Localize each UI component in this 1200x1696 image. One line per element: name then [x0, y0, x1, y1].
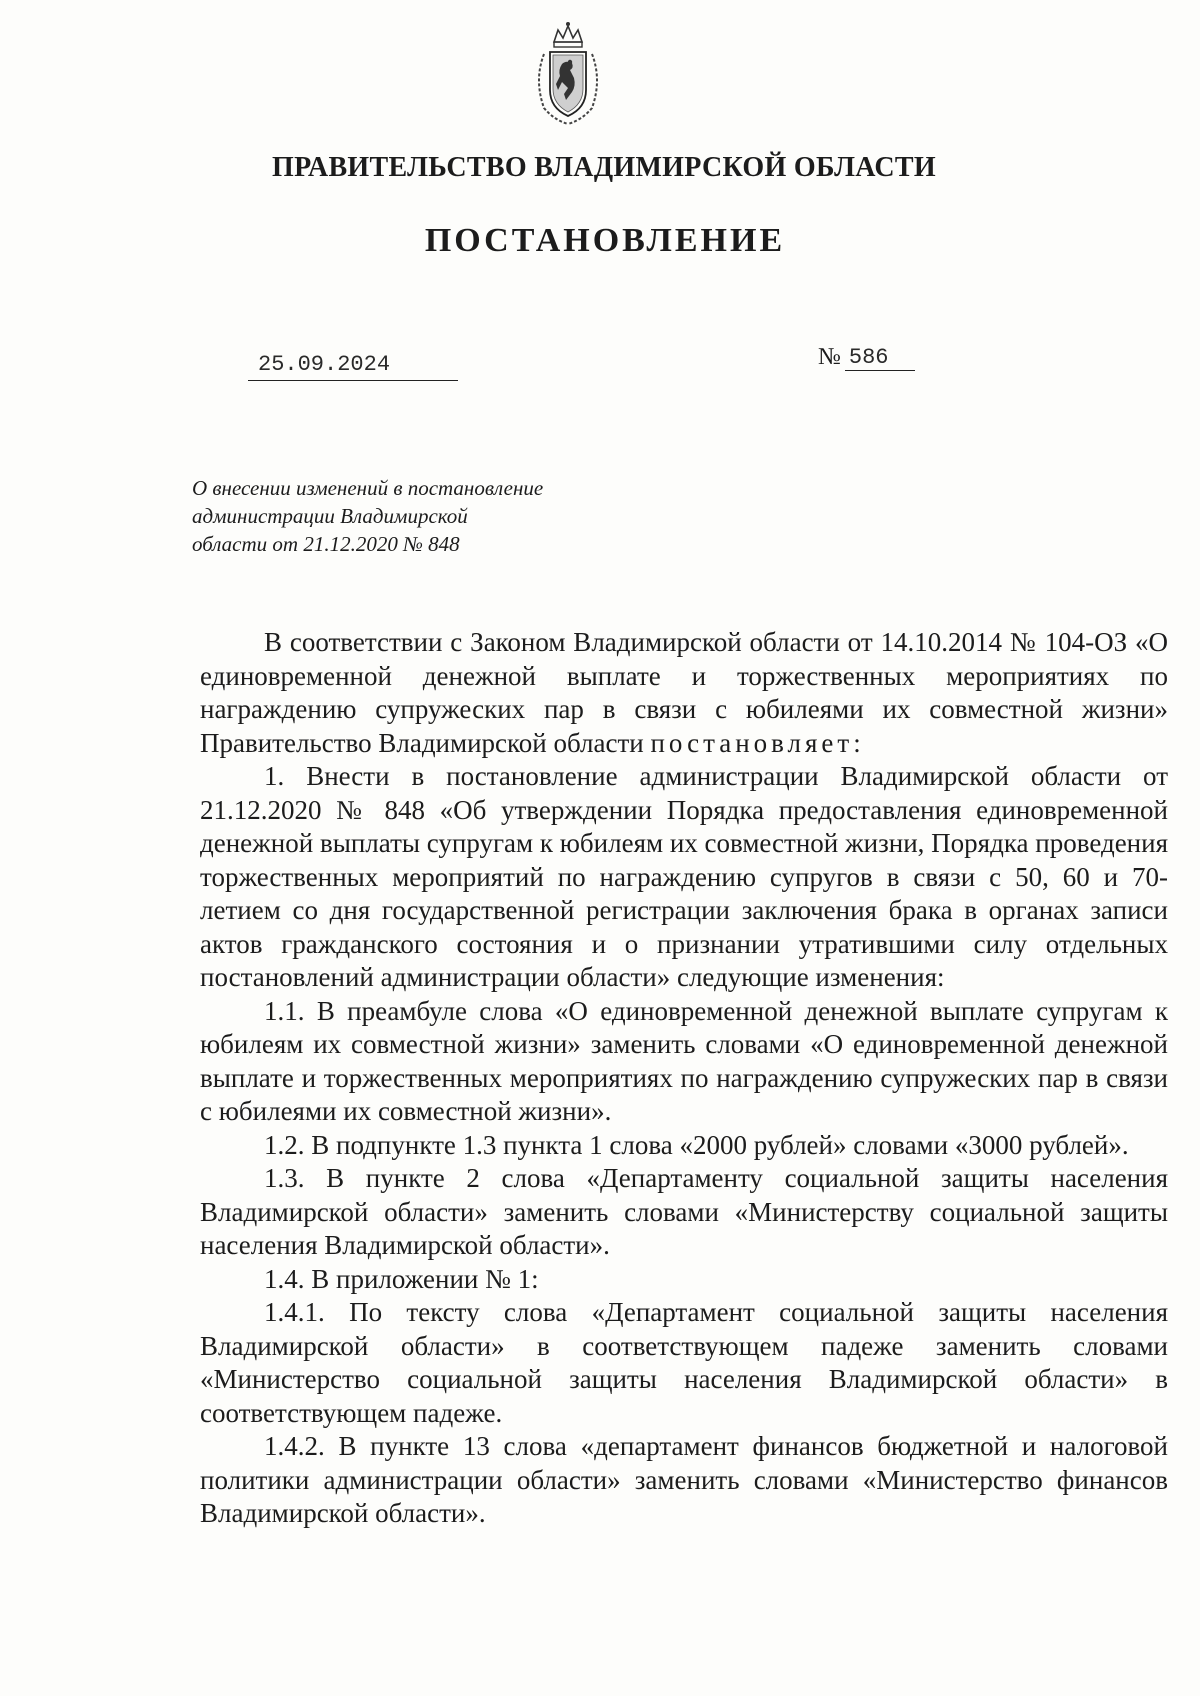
- document-body: [200, 626, 1168, 1531]
- paragraph-1-4: 1.4. В приложении № 1:: [264, 1263, 539, 1294]
- paragraph-1-1: 1.1. В преамбуле слова «О единовременной денежной выплате супругам к юбилеям их совместной жизни» заменить словами «О единовременной денежной выплате и торжественных мероприятиях по награждению супружеских пар в связи с юбилеями их совместной жизни».: [200, 995, 1168, 1126]
- preamble-verb: постановляет:: [650, 727, 865, 758]
- paragraph-1: 1. Внести в постановление администрации Владимирской области от 21.12.2020 № 848 «Об утверждении Порядка предоставления единовременной денежной выплаты супругам к юбилеям их совместной жизни, Порядка проведения торжественных мероприятий по награждению супругов в связи с 50, 60 и 70-летием со дня государственной регистрации заключения брака в органах записи актов гражданского состояния и о признании утратившими силу отдельных постановлений администрации области» следующие изменения:: [200, 761, 1168, 992]
- subject-line: О внесении изменений в постановление: [192, 476, 544, 500]
- subject-line: администрации Владимирской: [192, 504, 468, 528]
- document-number: 586: [845, 345, 915, 371]
- preamble-text: В соответствии с Законом Владимирской области от 14.10.2014 № 104-ОЗ «О единовременной денежной выплате и торжественных мероприятиях по награждению супружеских пар в связи с юбилеями их совместной жизни» Правительство Владимирской области: [200, 627, 1168, 758]
- paragraph-1-3: 1.3. В пункте 2 слова «Департаменту социальной защиты населения Владимирской области» заменить словами «Министерству социальной защиты населения Владимирской области».: [200, 1163, 1168, 1260]
- number-sign: №: [818, 344, 841, 370]
- document-number-field: [818, 344, 915, 374]
- preamble-paragraph: [200, 626, 1168, 760]
- paragraph-1-4-2: 1.4.2. В пункте 13 слова «департамент финансов бюджетной и налоговой политики администрации области» заменить словами «Министерство финансов Владимирской области».: [200, 1431, 1168, 1528]
- paragraph-1-4-1: 1.4.1. По тексту слова «Департамент социальной защиты населения Владимирской области» в соответствующем падеже заменить словами «Министерство социальной защиты населения Владимирской области» в соответствующем падеже.: [200, 1297, 1168, 1428]
- document-date-field: [248, 352, 458, 381]
- document-subject: [192, 474, 632, 558]
- coat-of-arms-icon: [528, 20, 608, 128]
- government-title: ПРАВИТЕЛЬСТВО ВЛАДИМИРСКОЙ ОБЛАСТИ: [272, 152, 936, 183]
- document-date: 25.09.2024: [258, 352, 391, 377]
- subject-line: области от 21.12.2020 № 848: [192, 532, 460, 556]
- paragraph-1-2: 1.2. В подпункте 1.3 пункта 1 слова «2000 рублей» словами «3000 рублей».: [264, 1129, 1129, 1160]
- document-type: ПОСТАНОВЛЕНИЕ: [424, 222, 786, 259]
